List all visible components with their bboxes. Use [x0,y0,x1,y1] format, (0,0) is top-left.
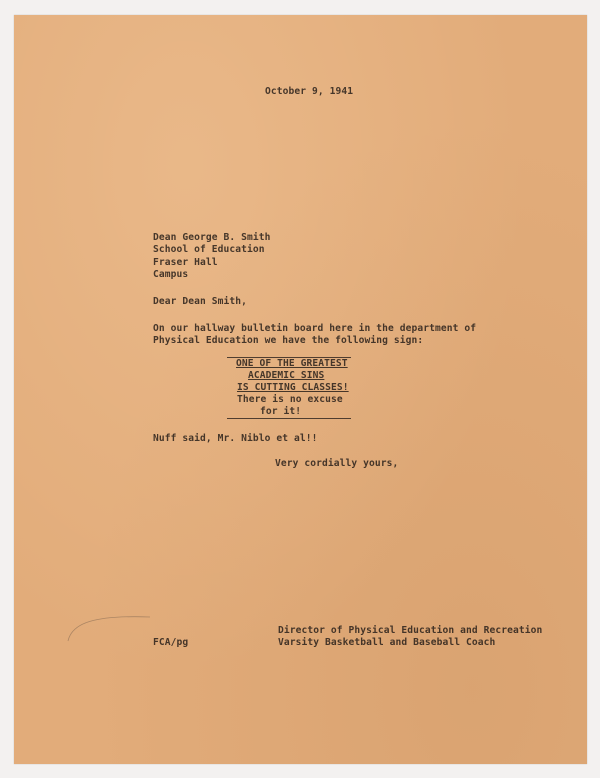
letter-date: October 9, 1941 [265,86,354,97]
body-line-2: Physical Education we have the following sign: [153,335,424,346]
sign-line-1: ONE OF THE GREATEST [236,358,348,369]
sign-line-2: ACADEMIC SINS [248,370,325,381]
sign-line-3: IS CUTTING CLASSES! [237,382,349,393]
recipient-campus: Campus [153,269,189,280]
sign-line-4: There is no excuse [237,394,343,405]
body-line-1: On our hallway bulletin board here in the department of [153,323,477,334]
signature-title-1: Director of Physical Education and Recreation [278,625,543,636]
postscript-line: Nuff said, Mr. Niblo et al!! [153,433,318,444]
sign-line-5: for it! [260,406,302,417]
recipient-school: School of Education [153,244,265,255]
letter-page [14,15,587,764]
typist-initials: FCA/pg [153,637,189,648]
pencil-mark [64,611,154,645]
salutation: Dear Dean Smith, [153,296,248,307]
sign-bottom-rule [227,418,351,419]
closing: Very cordially yours, [275,458,399,469]
recipient-building: Fraser Hall [153,257,218,268]
signature-title-2: Varsity Basketball and Baseball Coach [278,637,496,648]
recipient-name: Dean George B. Smith [153,232,271,243]
